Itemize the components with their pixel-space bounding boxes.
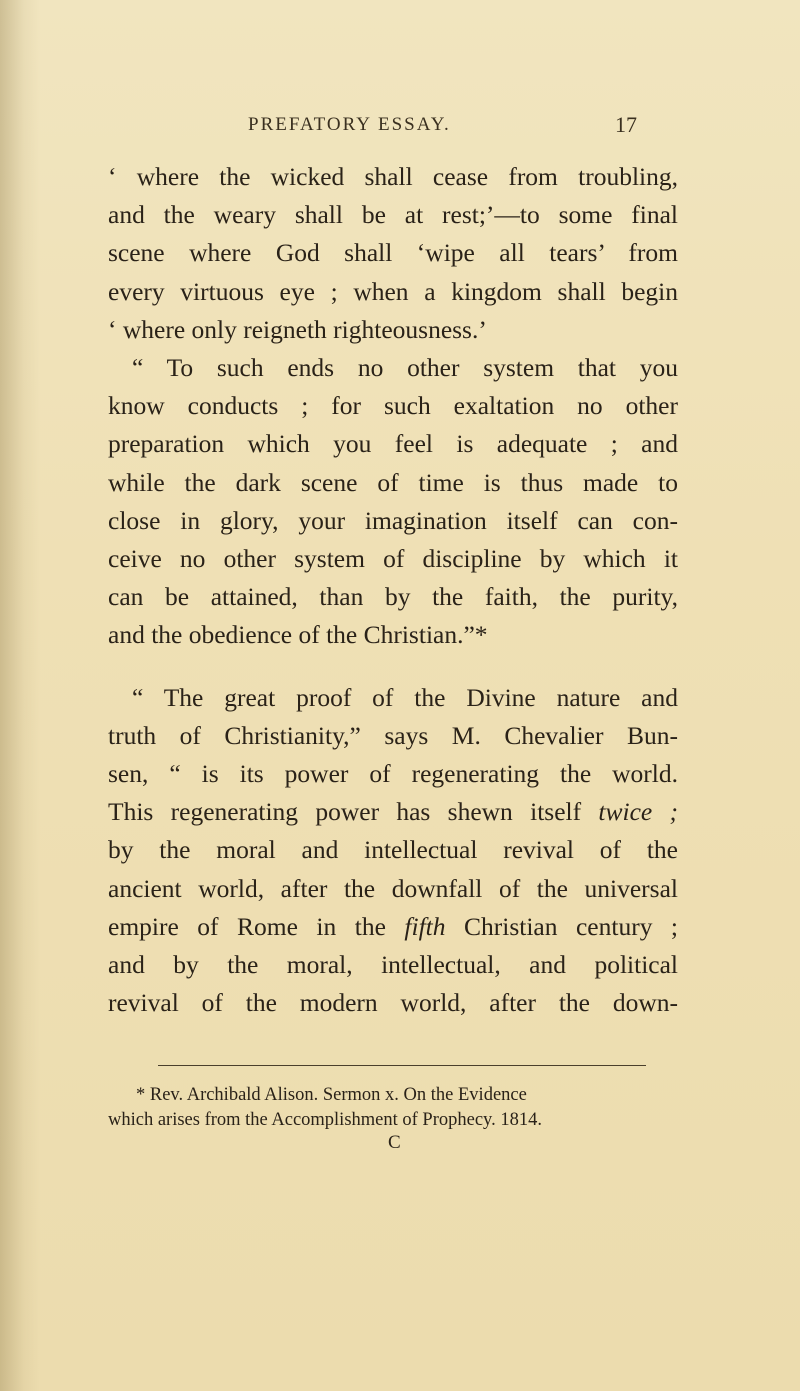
text-line: ‘ where only reigneth righteousness.’ xyxy=(108,314,487,344)
text-line: while the dark scene of time is thus made to xyxy=(108,467,678,497)
text-line xyxy=(108,793,678,831)
text-line: and by the moral, intellectual, and political xyxy=(108,950,678,980)
text-line: and the obedience of the Christian.”* xyxy=(108,620,488,650)
text-line: ‘ where the wicked shall cease from troubling, xyxy=(108,162,678,191)
text-segment: empire of Rome in the xyxy=(108,911,386,941)
page-number: 17 xyxy=(615,112,637,137)
text-line: ceive no other system of discipline by which it xyxy=(108,544,678,574)
text-line: preparation which you feel is adequate ; and xyxy=(108,429,678,459)
body-text xyxy=(108,158,678,1022)
text-line xyxy=(108,908,678,946)
running-title: PREFATORY ESSAY. xyxy=(248,114,451,135)
text-line: “ To such ends no other system that you xyxy=(132,353,678,383)
text-line: sen, “ is its power of regenerating the world. xyxy=(108,759,678,789)
running-head xyxy=(0,114,800,148)
text-line: by the moral and intellectual revival of the xyxy=(108,835,678,865)
italic-word: twice ; xyxy=(598,797,679,827)
page-gutter-shadow xyxy=(0,0,40,1391)
text-segment: This regenerating power has shewn itself xyxy=(108,797,582,827)
text-line: close in glory, your imagination itself can con- xyxy=(108,505,678,535)
text-line: and the weary shall be at rest;’—to some final xyxy=(108,200,678,230)
text-line: know conducts ; for such exaltation no other xyxy=(108,391,678,421)
footnote-line: which arises from the Accomplishment of Prophecy. 1814. xyxy=(108,1110,542,1130)
italic-word: fifth xyxy=(404,911,446,941)
signature-mark: C xyxy=(388,1132,401,1153)
text-line: “ The great proof of the Divine nature and xyxy=(132,682,678,712)
text-line: revival of the modern world, after the down- xyxy=(108,988,678,1018)
footnote-line: * Rev. Archibald Alison. Sermon x. On the Evidence xyxy=(136,1085,527,1105)
footnote-rule xyxy=(158,1065,646,1066)
text-line: can be attained, than by the faith, the purity, xyxy=(108,582,678,612)
paragraph-gap xyxy=(108,655,678,679)
text-line: truth of Christianity,” says M. Chevalier Bun- xyxy=(108,720,678,750)
text-line: ancient world, after the downfall of the universal xyxy=(108,873,678,903)
text-segment: Christian century ; xyxy=(464,911,679,941)
footnote xyxy=(108,1083,654,1133)
text-line: scene where God shall ‘wipe all tears’ from xyxy=(108,238,678,268)
text-line: every virtuous eye ; when a kingdom shall begin xyxy=(108,276,678,306)
